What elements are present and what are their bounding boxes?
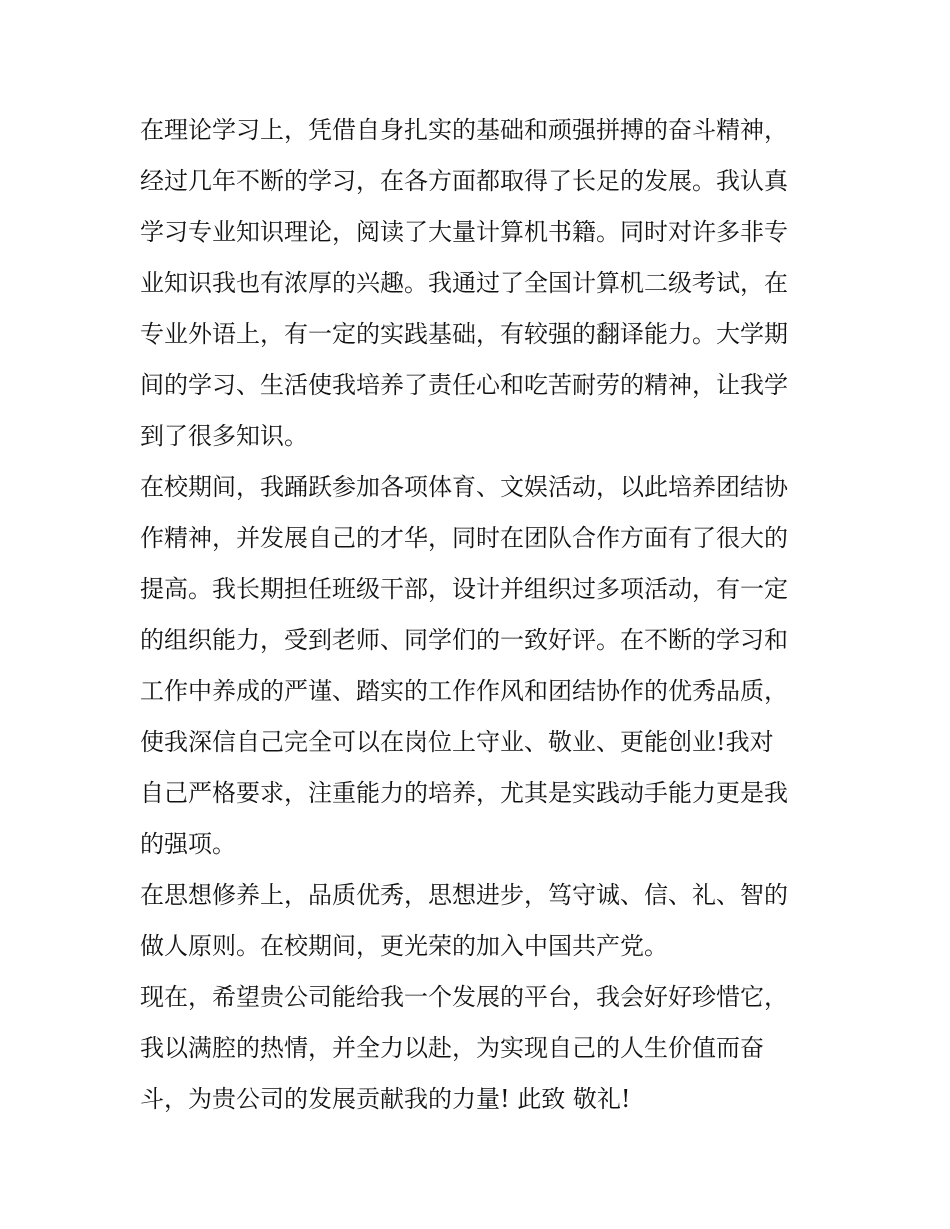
text-line-18: 现在，希望贵公司能给我一个发展的平台，我会好好珍惜它，	[140, 983, 788, 1011]
text-line-20: 斗，为贵公司的发展贡献我的力量! 此致 敬礼!	[140, 1085, 631, 1113]
text-line-17: 做人原则。在校期间，更光荣的加入中国共产党。	[140, 932, 668, 960]
text-line-7: 到了很多知识。	[140, 422, 308, 450]
document-body	[140, 105, 812, 1125]
text-line-8: 在校期间，我踊跃参加各项体育、文娱活动，以此培养团结协	[140, 473, 788, 501]
text-line-10: 提高。我长期担任班级干部，设计并组织过多项活动，有一定	[140, 575, 788, 603]
text-line-16: 在思想修养上，品质优秀，思想进步，笃守诚、信、礼、智的	[140, 881, 788, 909]
text-line-6: 间的学习、生活使我培养了责任心和吃苦耐劳的精神，让我学	[140, 371, 788, 399]
text-line-14: 自己严格要求，注重能力的培养，尤其是实践动手能力更是我	[140, 779, 788, 807]
text-line-5: 专业外语上，有一定的实践基础，有较强的翻译能力。大学期	[140, 320, 788, 348]
text-line-19: 我以满腔的热情，并全力以赴，为实现自己的人生价值而奋	[140, 1034, 764, 1062]
text-line-4: 业知识我也有浓厚的兴趣。我通过了全国计算机二级考试，在	[140, 269, 788, 297]
text-line-3: 学习专业知识理论，阅读了大量计算机书籍。同时对许多非专	[140, 218, 788, 246]
text-line-1: 在理论学习上，凭借自身扎实的基础和顽强拼搏的奋斗精神，	[140, 116, 788, 144]
text-line-2: 经过几年不断的学习，在各方面都取得了长足的发展。我认真	[140, 167, 788, 195]
text-line-13: 使我深信自己完全可以在岗位上守业、敬业、更能创业!我对	[140, 728, 774, 756]
text-line-11: 的组织能力，受到老师、同学们的一致好评。在不断的学习和	[140, 626, 788, 654]
text-line-9: 作精神，并发展自己的才华，同时在团队合作方面有了很大的	[140, 524, 788, 552]
text-line-12: 工作中养成的严谨、踏实的工作作风和团结协作的优秀品质，	[140, 677, 788, 705]
text-line-15: 的强项。	[140, 830, 236, 858]
